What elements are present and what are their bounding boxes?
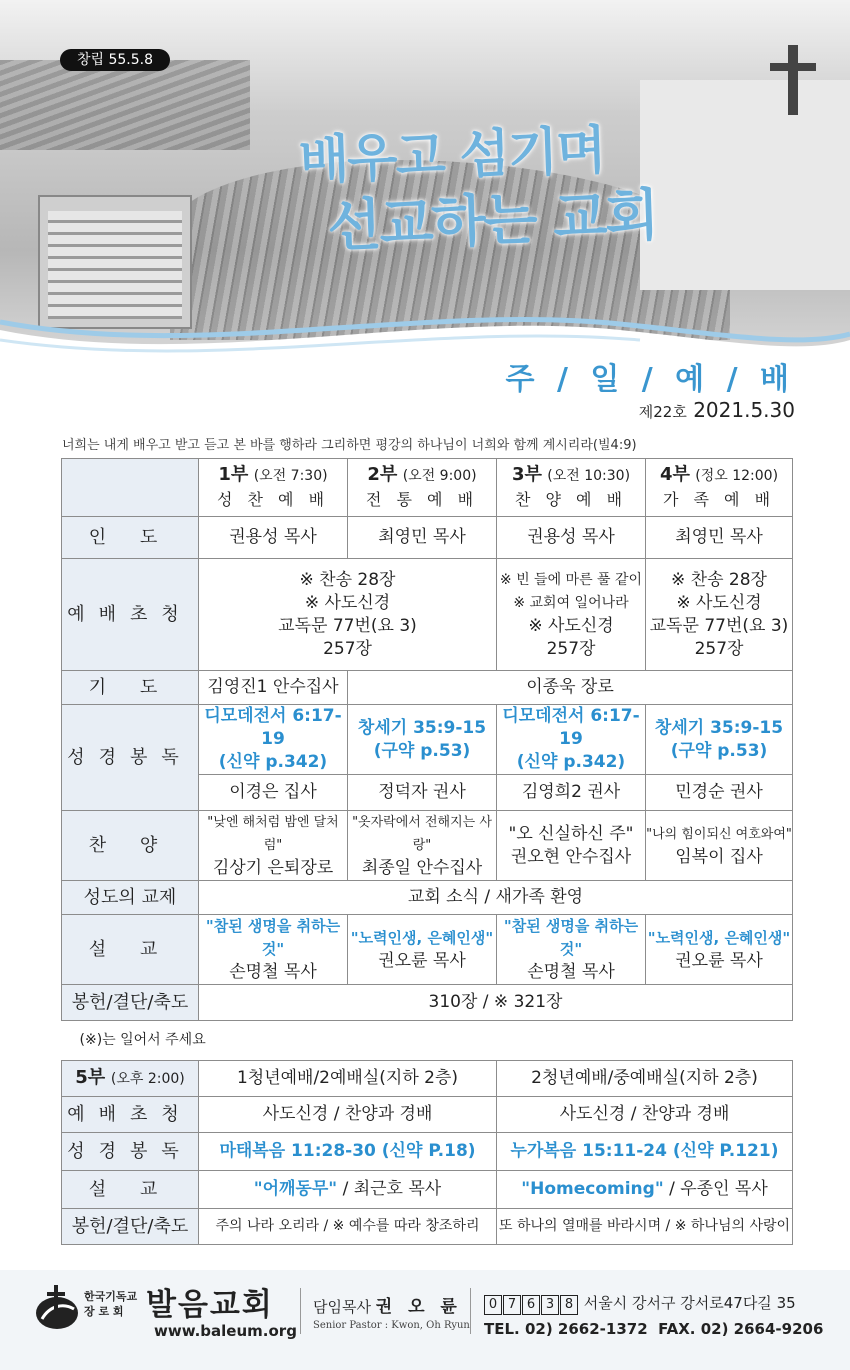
slogan-line-2: 선교하는 교회 (326, 181, 659, 260)
call-cell-4: ※ 찬송 28장 ※ 사도신경 교독문 77번(요 3) 257장 (646, 559, 793, 671)
fellowship-label: 성도의 교제 (62, 881, 199, 915)
service-1-header: 1부 (오전 7:30) 성 찬 예 배 (199, 459, 348, 517)
offering-row (62, 985, 793, 1021)
youth-scripture-cell: 마태복음 11:28-30 (신약 P.18) (199, 1133, 497, 1171)
youth-call-cell: 사도신경 / 찬양과 경배 (199, 1097, 497, 1133)
youth-col1-title: 1청년예배/2예배실(지하 2층) (199, 1061, 497, 1097)
call-to-worship-row (62, 559, 793, 671)
leader-cell: 최영민 목사 (348, 517, 497, 559)
youth-sermon-cell: "어깨동무" / 최근호 목사 (199, 1171, 497, 1209)
call-cell-1-2: ※ 찬송 28장 ※ 사도신경 교독문 77번(요 3) 257장 (199, 559, 497, 671)
slogan-line-1: 배우고 섬기며 (297, 119, 606, 192)
senior-pastor: 담임목사 권 오 륜 (313, 1297, 462, 1317)
youth-scripture-cell: 누가복음 15:11-24 (신약 P.121) (497, 1133, 793, 1171)
issue-number: 제22호 (638, 403, 687, 421)
church-name: 발음교회 (146, 1287, 274, 1323)
church-logo-icon (34, 1283, 80, 1331)
service-title: 주 / 일 / 예 / 배 (505, 362, 795, 397)
offering-label: 봉헌/결단/축도 (62, 985, 199, 1021)
prayer-cell-1: 김영진1 안수집사 (199, 671, 348, 705)
youth-call-label: 예배초청 (62, 1097, 199, 1133)
fellowship-row (62, 881, 793, 915)
church-slogan (298, 112, 782, 261)
church-website[interactable]: www.baleum.org (154, 1322, 297, 1340)
youth-sermon-row (62, 1171, 793, 1209)
denomination: 한국기독교 장 로 회 (84, 1290, 138, 1318)
call-label: 예배초청 (62, 559, 199, 671)
offering-cell: 310장 / ※ 321장 (199, 985, 793, 1021)
praise-cell: "오 신실하신 주" 권오현 안수집사 (497, 811, 646, 881)
youth-col2-title: 2청년예배/중예배실(지하 2층) (497, 1061, 793, 1097)
youth-offering-label: 봉헌/결단/축도 (62, 1209, 199, 1245)
footer-divider (470, 1288, 471, 1334)
leader-cell: 권용성 목사 (199, 517, 348, 559)
sermon-row (62, 915, 793, 985)
church-contact: TEL. 02) 2662-1372 FAX. 02) 2664-9206 (484, 1320, 824, 1338)
leader-row (62, 517, 793, 559)
sermon-cell: "노력인생, 은혜인생" 권오륜 목사 (348, 915, 497, 985)
footer-divider (300, 1288, 301, 1334)
scripture-reader: 김영희2 권사 (497, 775, 646, 811)
note-row (62, 1021, 793, 1061)
youth-call-cell: 사도신경 / 찬양과 경배 (497, 1097, 793, 1133)
church-address: 0 7 6 3 8 서울시 강서구 강서로47다길 35 (484, 1292, 796, 1315)
praise-cell: "낮엔 해처럼 밤엔 달처럼" 김상기 은퇴장로 (199, 811, 348, 881)
issue-info (639, 398, 795, 422)
cross-icon (788, 45, 798, 115)
call-cell-3: ※ 빈 들에 마른 풀 같이 ※ 교회여 일어나라 ※ 사도신경 257장 (497, 559, 646, 671)
service-header-row (62, 459, 793, 517)
praise-label: 찬 양 (62, 811, 199, 881)
scripture-ref: 디모데전서 6:17-19 (신약 p.342) (497, 705, 646, 775)
leader-cell: 최영민 목사 (646, 517, 793, 559)
prayer-cell-rest: 이종욱 장로 (348, 671, 793, 705)
praise-cell: "옷자락에서 전해지는 사랑" 최종일 안수집사 (348, 811, 497, 881)
standing-note: (※)는 일어서 주세요 (62, 1021, 793, 1061)
prayer-row (62, 671, 793, 705)
prayer-label: 기 도 (62, 671, 199, 705)
sermon-cell: "참된 생명을 취하는 것" 손명철 목사 (199, 915, 348, 985)
scripture-ref: 창세기 35:9-15 (구약 p.53) (646, 705, 793, 775)
youth-sermon-label: 설 교 (62, 1171, 199, 1209)
scripture-row (62, 705, 793, 775)
scripture-reader: 이경은 집사 (199, 775, 348, 811)
order-of-service-table (61, 458, 793, 1245)
service-4-header: 4부 (정오 12:00) 가 족 예 배 (646, 459, 793, 517)
service-3-header: 3부 (오전 10:30) 찬 양 예 배 (497, 459, 646, 517)
sermon-cell: "노력인생, 은혜인생" 권오륜 목사 (646, 915, 793, 985)
scripture-reader: 민경순 권사 (646, 775, 793, 811)
issue-date: 2021.5.30 (693, 398, 795, 422)
praise-row (62, 811, 793, 881)
youth-call-row (62, 1097, 793, 1133)
service-2-header: 2부 (오전 9:00) 전 통 예 배 (348, 459, 497, 517)
youth-offering-cell: 주의 나라 오리라 / ※ 예수를 따라 창조하리 (199, 1209, 497, 1245)
founded-badge: 창립 55.5.8 (60, 49, 170, 71)
postal-code: 0 7 6 3 8 (484, 1294, 579, 1312)
leader-cell: 권용성 목사 (497, 517, 646, 559)
youth-offering-cell: 또 하나의 열매를 바라시며 / ※ 하나님의 사랑이 (497, 1209, 793, 1245)
balcony-congregation (0, 60, 250, 150)
leader-label: 인 도 (62, 517, 199, 559)
scripture-reader: 정덕자 권사 (348, 775, 497, 811)
youth-offering-row (62, 1209, 793, 1245)
youth-header-row (62, 1061, 793, 1097)
scripture-ref: 창세기 35:9-15 (구약 p.53) (348, 705, 497, 775)
youth-sermon-cell: "Homecoming" / 우종인 목사 (497, 1171, 793, 1209)
scripture-ref: 디모데전서 6:17-19 (신약 p.342) (199, 705, 348, 775)
youth-scripture-row (62, 1133, 793, 1171)
sermon-label: 설 교 (62, 915, 199, 985)
fellowship-cell: 교회 소식 / 새가족 환영 (199, 881, 793, 915)
praise-cell: "나의 힘이되신 여호와여" 임복이 집사 (646, 811, 793, 881)
sermon-cell: "참된 생명을 취하는 것" 손명철 목사 (497, 915, 646, 985)
corner-cell (62, 459, 199, 517)
youth-part-label: 5부 (오후 2:00) (62, 1061, 199, 1097)
youth-scripture-label: 성경봉독 (62, 1133, 199, 1171)
scripture-label: 성경봉독 (62, 705, 199, 811)
bible-verse: 너희는 내게 배우고 받고 듣고 본 바를 행하라 그리하면 평강의 하나님이 너희와 함께 계시리라(빌4:9) (62, 438, 637, 453)
senior-pastor-en: Senior Pastor : Kwon, Oh Ryun (313, 1320, 470, 1331)
